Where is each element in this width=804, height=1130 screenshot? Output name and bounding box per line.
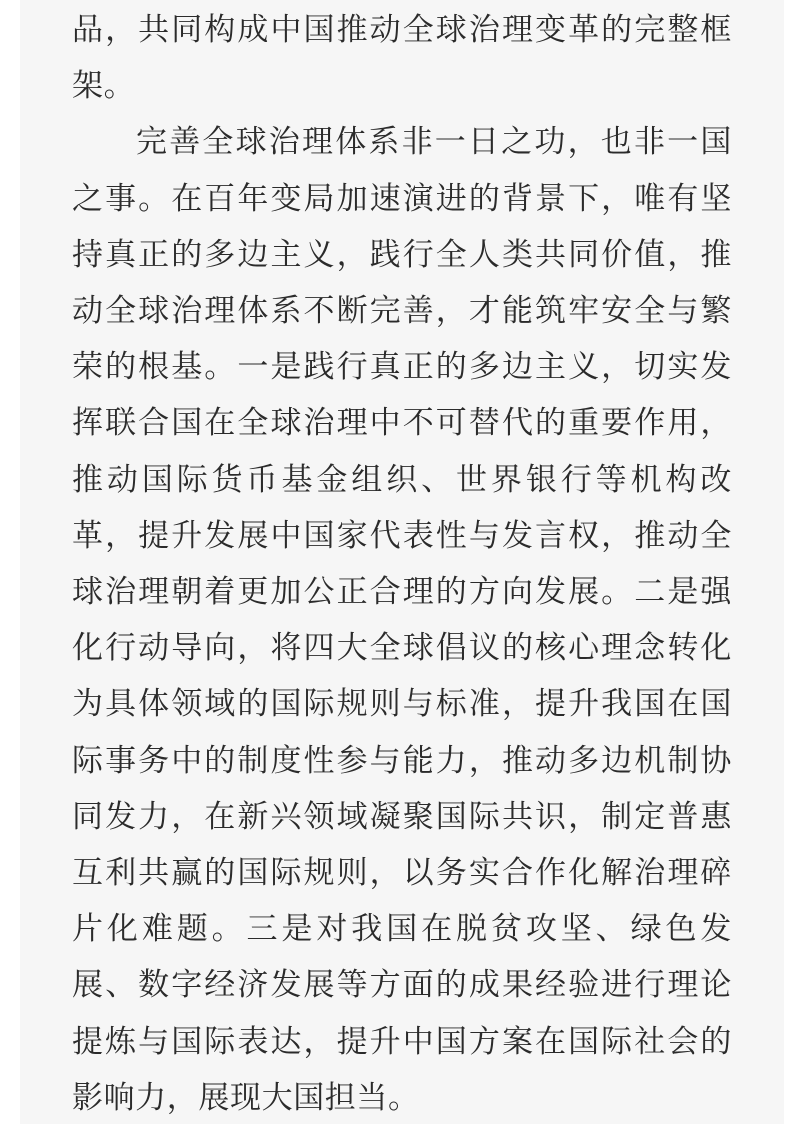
article-paragraph-continued: 品，共同构成中国推动全球治理变革的完整框架。 (72, 12, 732, 105)
article-body (72, 2, 732, 1126)
article-paragraph: 完善全球治理体系非一日之功，也非一国之事。在百年变局加速演进的背景下，唯有坚持真正的多边主义，践行全人类共同价值，推动全球治理体系不断完善，才能筑牢安全与繁荣的根基。一是践行真正的多边主义，切实发挥联合国在全球治理中不可替代的重要作用，推动国际货币基金组织、世界银行等机构改革，提升发展中国家代表性与发言权，推动全球治理朝着更加公正合理的方向发展。二是强化行动导向，将四大全球倡议的核心理念转化为具体领域的国际规则与标准，提升我国在国际事务中的制度性参与能力，推动多边机制协同发力，在新兴领域凝聚国际共识，制定普惠互利共赢的国际规则，以务实合作化解治理碎片化难题。三是对我国在脱贫攻坚、绿色发展、数字经济发展等方面的成果经验进行理论提炼与国际表达，提升中国方案在国际社会的影响力，展现大国担当。 (72, 124, 732, 1116)
page-background (20, 0, 784, 1124)
